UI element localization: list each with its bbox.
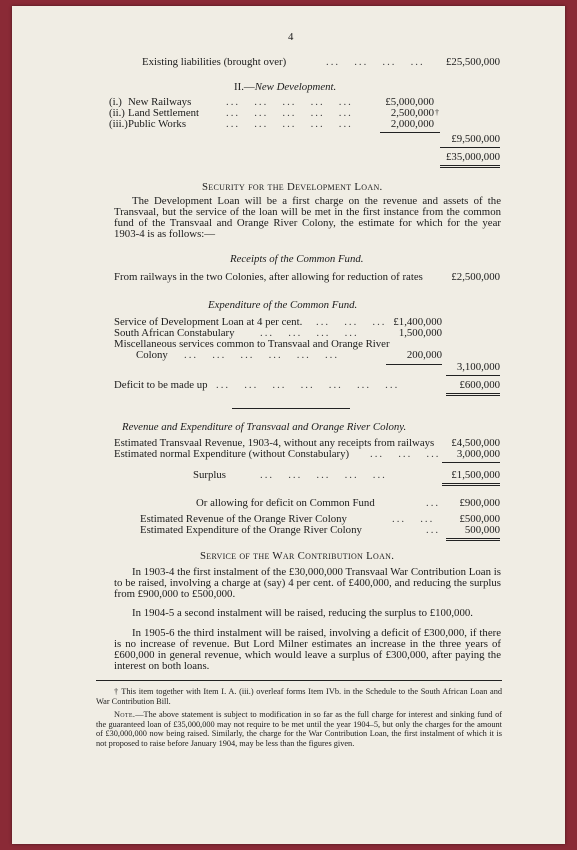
section-heading-new-development: [234, 82, 336, 93]
heading-text: New Development.: [254, 81, 337, 93]
double-rule: [440, 165, 500, 168]
expenditure-item-amount: 1,500,000: [398, 327, 442, 339]
expenditure-total: 3,100,000: [456, 361, 500, 373]
page-number: 4: [288, 31, 294, 43]
double-rule: [446, 538, 500, 541]
receipts-heading: Receipts of the Common Fund.: [230, 253, 364, 265]
leader-dots: ... ... ... ...: [260, 327, 359, 339]
item-num: (i.): [109, 96, 122, 108]
note-text: —The above statement is subject to modification in so far as the full charge for interest and sinking fund of the guaranteed loan of £35,000,000 may not require to be met until the year 1904–5, but only the charges for the amount of £30,000,000 now being raised. Similarly, the charge for the War Contribution Loan, the first instalment of which it is not proposed to raise before January 1904, may be less than the figures given.: [96, 710, 502, 748]
rule: [446, 375, 500, 376]
deficit-amount: £600,000: [459, 379, 500, 391]
expenditure-item-amount: £1,400,000: [393, 316, 442, 328]
or-allowing-amount: £900,000: [459, 497, 500, 509]
or-allowing-label: Or allowing for deficit on Common Fund: [196, 497, 375, 509]
receipts-amount: £2,500,000: [451, 271, 500, 283]
item-num: (iii.): [109, 118, 128, 130]
expenditure-heading: Expenditure of the Common Fund.: [208, 299, 358, 311]
document-page: [12, 6, 565, 844]
leader-dots: ... ... ... ... ...: [226, 96, 353, 108]
item-label: New Railways: [128, 96, 192, 108]
deficit-label: Deficit to be made up: [114, 379, 208, 391]
leader-dots: ... ... ...: [370, 448, 441, 460]
surplus-amount: £1,500,000: [451, 469, 500, 481]
expenditure-item-label: Service of Development Loan at 4 per cent.: [114, 316, 303, 328]
leader-dots: ... ... ...: [316, 316, 387, 328]
item-amount: £5,000,000: [385, 96, 434, 108]
leader-dots: ... ... ... ... ... ...: [184, 349, 340, 361]
total-amount: £35,000,000: [446, 151, 500, 163]
expenditure-item-label: South African Constabulary: [114, 327, 235, 339]
revenue-line-label: Estimated Transvaal Revenue, 1903-4, without any receipts from railways: [114, 437, 435, 449]
footnote: † This item together with Item I. A. (iii.) overleaf forms Item IVb. in the Schedule to the South African Loan and War Contribution Bill.: [96, 687, 502, 706]
war-loan-paragraph-3: In 1905-6 the third instalment will be raised, involving a deficit of £300,000, if there is no increase of revenue. But Lord Milner estimates an increase in the three years of £600,000 in general revenue, which would leave a surplus of £300,000, after paying the interest on both loans.: [114, 627, 501, 672]
war-loan-paragraph-2: In 1904-5 a second instalment will be raised, reducing the surplus to £100,000.: [132, 607, 473, 619]
item-label: Land Settlement: [128, 107, 200, 119]
receipts-label: From railways in the two Colonies, after allowing for reduction of rates: [114, 271, 423, 283]
note: [96, 710, 502, 748]
leader-dots: ... ... ... ... ...: [260, 469, 387, 481]
subtotal-amount: £9,500,000: [451, 133, 500, 145]
leader-dots: ...: [426, 497, 441, 509]
war-loan-paragraph-1: In 1903-4 the first instalment of the £30,000,000 Transvaal War Contribution Loan is to be raised, involving a charge at (say) 4 per cent. of £400,000, and reducing the surplus from £900,000 to £500,000.: [114, 566, 501, 600]
rule: [442, 462, 500, 463]
orc-expenditure-amount: 500,000: [464, 524, 500, 536]
section-separator: [232, 408, 350, 409]
expenditure-item-amount: 200,000: [406, 349, 442, 361]
dagger-mark: †: [435, 108, 439, 117]
existing-liabilities-label: Existing liabilities (brought over): [142, 56, 287, 68]
item-label: Public Works: [128, 118, 187, 130]
double-rule: [446, 393, 500, 396]
double-rule: [442, 483, 500, 486]
rule: [440, 147, 500, 148]
leader-dots: ... ... ... ... ... ... ...: [216, 379, 400, 391]
footnote-rule: [96, 680, 502, 681]
leader-dots: ... ... ... ... ...: [226, 118, 353, 130]
expenditure-line-label: Estimated normal Expenditure (without Constabulary): [114, 448, 350, 460]
orc-revenue-amount: £500,000: [459, 513, 500, 525]
leader-dots: ...: [426, 524, 441, 536]
expenditure-item-label-cont: Colony: [136, 349, 168, 361]
orc-revenue-label: Estimated Revenue of the Orange River Colony: [140, 513, 347, 525]
leader-dots: ... ... ... ... ...: [226, 107, 353, 119]
item-amount: 2,000,000: [390, 118, 434, 130]
surplus-label: Surplus: [193, 469, 226, 481]
item-amount: 2,500,000: [390, 107, 434, 119]
revenue-heading: Revenue and Expenditure of Transvaal and Orange River Colony.: [122, 421, 407, 433]
expenditure-item-label: Miscellaneous services common to Transvaal and Orange River: [114, 338, 390, 350]
roman-numeral: II.—: [234, 81, 255, 93]
revenue-line-amount: £4,500,000: [451, 437, 500, 449]
leader-dots: ... ... ... ...: [326, 56, 425, 68]
existing-liabilities-amount: £25,500,000: [446, 56, 500, 68]
orc-expenditure-label: Estimated Expenditure of the Orange River Colony: [140, 524, 362, 536]
security-paragraph: The Development Loan will be a first charge on the revenue and assets of the Transvaal, but the service of the loan will be met in the first instance from the common fund of the Transvaal and Orange River Colony, the estimate for which for the year 1903-4 is as follows:—: [114, 195, 501, 240]
expenditure-line-amount: 3,000,000: [456, 448, 500, 460]
note-label: Note.: [114, 710, 136, 719]
leader-dots: ... ...: [392, 513, 435, 525]
item-num: (ii.): [109, 107, 125, 119]
rule: [380, 132, 440, 133]
security-heading: Security for the Development Loan.: [202, 181, 383, 193]
war-loan-heading: Service of the War Contribution Loan.: [200, 550, 395, 562]
